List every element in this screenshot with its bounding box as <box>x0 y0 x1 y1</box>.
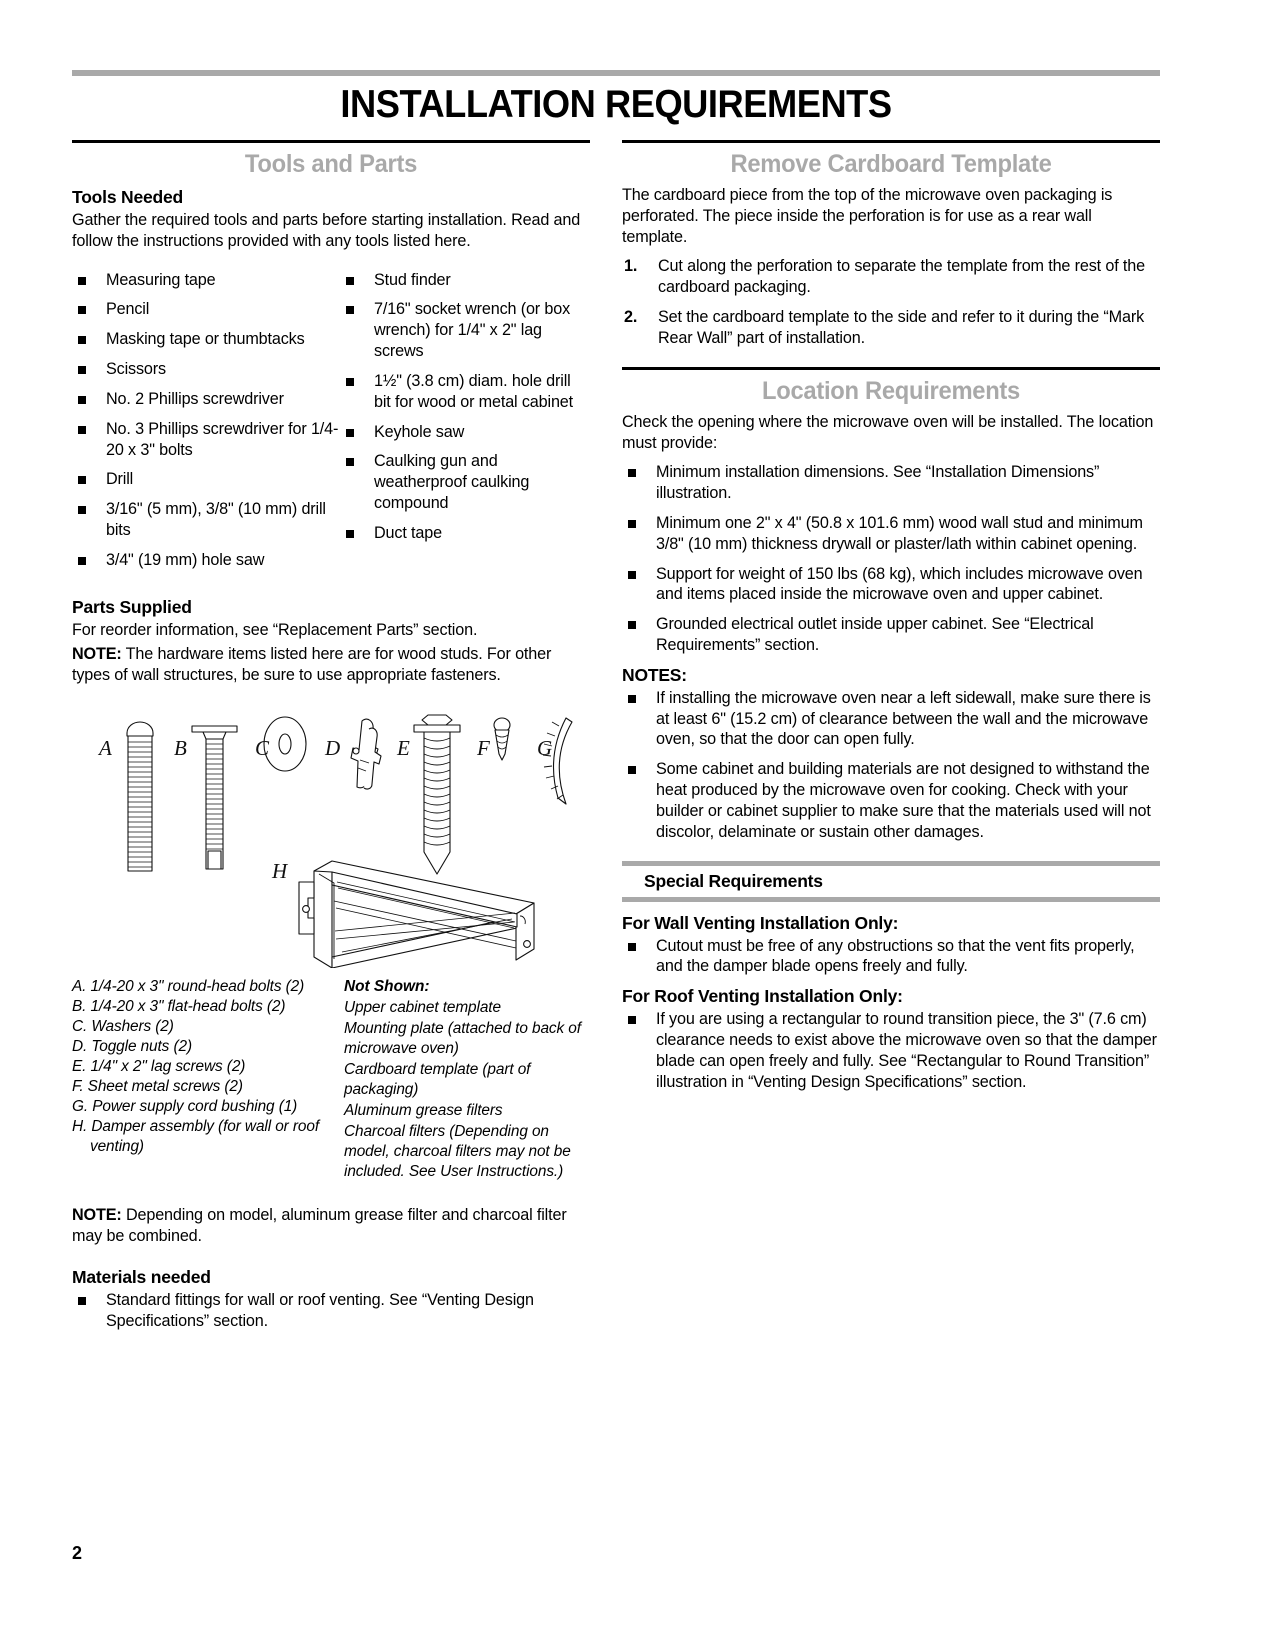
list-item: 7/16" socket wrench (or box wrench) for 1/4" x 2" lag screws <box>340 299 590 361</box>
part-h-damper-assembly <box>299 861 534 968</box>
not-shown-item: Aluminum grease filters <box>344 1102 503 1120</box>
heading-notes: NOTES: <box>622 664 687 685</box>
list-item: Duct tape <box>340 523 590 544</box>
parts-reorder-text: For reorder information, see “Replacement Parts” section. <box>72 620 478 639</box>
part-label-c: C <box>255 736 270 760</box>
roof-venting-list <box>622 1009 1160 1092</box>
list-item: Some cabinet and building materials are not designed to withstand the heat produced by the microwave oven for cooking. Check with your builder or cabinet supplier to make sure that the materials used will not discolor, delaminate or sustain other damages. <box>622 759 1160 842</box>
heading-roof-venting: For Roof Venting Installation Only: <box>622 986 903 1007</box>
top-rule-divider <box>72 70 1160 76</box>
list-item: Cutout must be free of any obstructions so that the vent fits properly, and the damper blade opens freely and fully. <box>622 936 1160 978</box>
list-item: No. 2 Phillips screwdriver <box>72 389 340 410</box>
list-item: No. 3 Phillips screwdriver for 1/4-20 x 3" bolts <box>72 419 340 461</box>
list-item: Grounded electrical outlet inside upper cabinet. See “Electrical Requirements” section. <box>622 614 1160 656</box>
list-item: Standard fittings for wall or roof venting. See “Venting Design Specifications” section. <box>72 1290 590 1332</box>
wall-venting-list <box>622 936 1160 978</box>
list-item: Scissors <box>72 359 340 380</box>
legend-item: E. 1/4" x 2" lag screws (2) <box>72 1058 246 1076</box>
spacer <box>622 902 1160 911</box>
parts-supplied-illustration <box>72 696 590 968</box>
tools-list-wrapper <box>72 270 590 580</box>
part-b-flat-head-bolt <box>192 726 237 869</box>
materials-needed-list <box>72 1290 590 1332</box>
list-item: Minimum one 2" x 4" (50.8 x 101.6 mm) wood wall stud and minimum 3/8" (10 mm) thickness drywall or plaster/lath within cabinet opening. <box>622 513 1160 555</box>
part-label-a: A <box>99 736 112 760</box>
note-text: The hardware items listed here are for wood studs. For other types of wall structures, be sure to use appropriate fasteners. <box>72 645 552 685</box>
legend-item: A. 1/4-20 x 3" round-head bolts (2) <box>72 978 305 995</box>
parts-legend-items <box>72 977 344 1183</box>
legend-item: B. 1/4-20 x 3" flat-head bolts (2) <box>72 998 286 1016</box>
not-shown-item: Upper cabinet template <box>344 999 501 1017</box>
parts-supplied-note <box>72 644 590 686</box>
parts-bottom-note <box>72 1205 590 1247</box>
tools-needed-intro: Gather the required tools and parts before starting installation. Read and follow the instructions provided with any tools listed here. <box>72 211 581 250</box>
note-label: NOTE: <box>72 1206 122 1225</box>
spacer <box>72 580 590 595</box>
page-number: 2 <box>72 1543 83 1563</box>
location-requirements-rule <box>622 367 1160 370</box>
spacer <box>72 968 590 977</box>
not-shown-heading: Not Shown: <box>344 978 430 995</box>
right-column <box>622 140 1160 1101</box>
not-shown-item: Charcoal filters (Depending on model, charcoal filters may not be included. See User Instructions.) <box>344 1123 571 1181</box>
heading-special-requirements: Special Requirements <box>644 870 823 891</box>
legend-item: C. Washers (2) <box>72 1018 174 1036</box>
legend-item: G. Power supply cord bushing (1) <box>72 1098 298 1116</box>
remove-cardboard-steps <box>622 256 1160 348</box>
part-label-f: F <box>477 736 490 760</box>
part-a-round-head-bolt <box>127 722 153 871</box>
legend-item: D. Toggle nuts (2) <box>72 1038 192 1056</box>
note-text: Depending on model, aluminum grease filter and charcoal filter may be combined. <box>72 1206 567 1245</box>
part-label-e: E <box>397 736 410 760</box>
note-label: NOTE: <box>72 645 122 664</box>
section-title-location-requirements: Location Requirements <box>762 376 1020 405</box>
remove-cardboard-intro: The cardboard piece from the top of the microwave oven packaging is perforated. The piece inside the perforation is for use as a rear wall template. <box>622 186 1113 246</box>
location-requirements-list <box>622 462 1160 656</box>
part-f-sheet-metal-screw <box>494 718 510 760</box>
list-item: 3/4" (19 mm) hole saw <box>72 550 340 571</box>
list-item: If installing the microwave oven near a left sidewall, make sure there is at least 6" (15.2 cm) of clearance between the wall and the microwave oven, so that the door can open fully. <box>622 688 1160 750</box>
part-label-b: B <box>174 736 187 760</box>
list-item: Drill <box>72 469 340 490</box>
part-g-power-cord-bushing <box>543 718 572 804</box>
list-item: Minimum installation dimensions. See “Installation Dimensions” illustration. <box>622 462 1160 504</box>
spacer <box>72 1256 590 1265</box>
part-label-g: G <box>537 736 553 760</box>
part-label-h: H <box>272 859 288 883</box>
list-item: Set the cardboard template to the side and refer to it during the “Mark Rear Wall” part of installation. <box>658 308 1145 347</box>
part-e-lag-screw <box>414 715 460 874</box>
list-item: Measuring tape <box>72 270 340 291</box>
list-item: If you are using a rectangular to round transition piece, the 3" (7.6 cm) clearance needs to exist above the microwave oven so that the damper blade can open freely and fully. See “Rectangular to Round Transition” illustration in “Venting Design Specifications” section. <box>622 1009 1160 1092</box>
heading-tools-needed: Tools Needed <box>72 187 184 207</box>
spacer <box>622 852 1160 861</box>
tools-list-column-2 <box>340 270 590 580</box>
spacer <box>72 261 590 270</box>
list-item: Masking tape or thumbtacks <box>72 329 340 350</box>
right-section-rule <box>622 140 1160 143</box>
list-item: 1½" (3.8 cm) diam. hole drill bit for wood or metal cabinet <box>340 371 590 413</box>
not-shown-item: Cardboard template (part of packaging) <box>344 1061 531 1099</box>
heading-wall-venting: For Wall Venting Installation Only: <box>622 912 899 933</box>
page-title: INSTALLATION REQUIREMENTS <box>340 83 892 126</box>
legend-item: H. Damper assembly (for wall or roof venting) <box>72 1118 319 1156</box>
left-column <box>72 140 590 1340</box>
list-item: Support for weight of 150 lbs (68 kg), which includes microwave oven and items placed inside the microwave oven and upper cabinet. <box>622 564 1160 606</box>
tools-list-left <box>72 270 340 571</box>
part-d-toggle-nut <box>351 719 381 789</box>
list-item: Cut along the perforation to separate the template from the rest of the cardboard packaging. <box>658 257 1145 297</box>
section-title-remove-cardboard-template: Remove Cardboard Template <box>730 150 1052 178</box>
spacer <box>72 1183 590 1205</box>
not-shown-item: Mounting plate (attached to back of microwave oven) <box>344 1020 581 1058</box>
legend-item: F. Sheet metal screws (2) <box>72 1078 243 1096</box>
location-requirements-intro: Check the opening where the microwave oven will be installed. The location must provide: <box>622 412 1154 452</box>
left-section-rule <box>72 140 590 143</box>
part-label-d: D <box>325 736 341 760</box>
heading-parts-supplied: Parts Supplied <box>72 596 192 617</box>
tools-list-right <box>340 270 590 544</box>
spacer <box>622 358 1160 367</box>
list-item: Keyhole saw <box>340 422 590 443</box>
heading-materials-needed: Materials needed <box>72 1266 211 1287</box>
section-title-tools-and-parts: Tools and Parts <box>244 150 418 178</box>
part-c-washer <box>264 717 306 771</box>
list-item: 3/16" (5 mm), 3/8" (10 mm) drill bits <box>72 499 340 541</box>
parts-not-shown <box>344 977 590 1183</box>
tools-list-column-1 <box>72 270 340 580</box>
list-item: Stud finder <box>340 270 590 291</box>
parts-legend <box>72 977 590 1183</box>
list-item: Caulking gun and weatherproof caulking compound <box>340 451 590 513</box>
list-item: Pencil <box>72 299 340 320</box>
location-notes-list <box>622 688 1160 843</box>
